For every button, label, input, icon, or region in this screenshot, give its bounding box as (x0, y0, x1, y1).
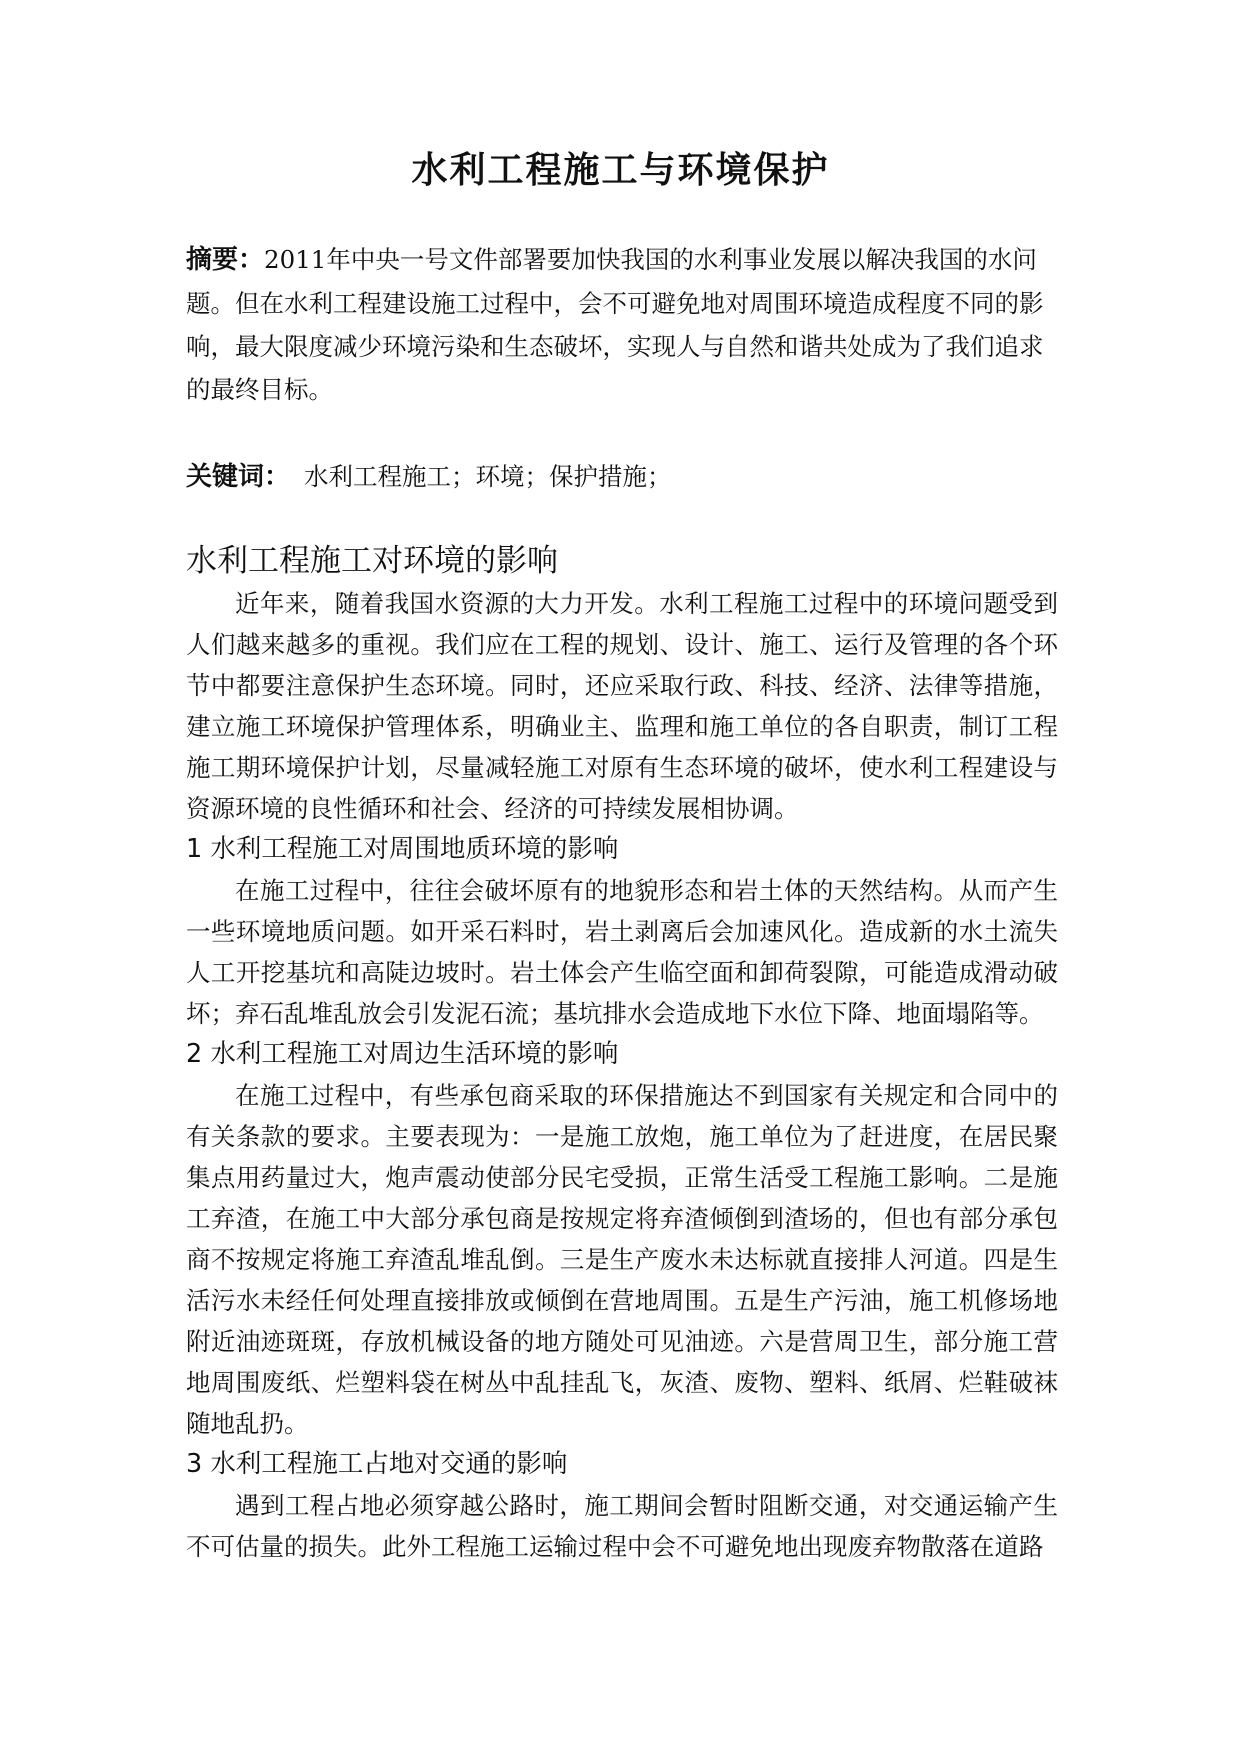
abstract-paragraph (186, 238, 1058, 411)
document-body (186, 238, 1058, 1567)
subsection-3-heading: 3 水利工程施工占地对交通的影响 (186, 1449, 568, 1479)
subsection-1-heading: 1 水利工程施工对周围地质环境的影响 (186, 834, 619, 864)
section-title: 水利工程施工对环境的影响 (186, 543, 558, 579)
document-title: 水利工程施工与环境保护 (411, 150, 830, 191)
keywords-line (186, 455, 1058, 499)
keywords-text: 水利工程施工；环境；保护措施； (304, 462, 672, 491)
keywords-label: 关键词： (186, 462, 291, 492)
subsection-2-paragraph: 在施工过程中，有些承包商采取的环保措施达不到国家有关规定和合同中的有关条款的要求。主要表现为：一是施工放炮，施工单位为了赶进度，在居民聚集点用药量过大，炮声震动使部分民宅受损，正常生活受工程施工影响。二是施工弃渣，在施工中大部分承包商是按规定将弃渣倾倒到渣场的，但也有部分承包商不按规定将施工弃渣乱堆乱倒。三是生产废水未达标就直接排人河道。四是生活污水未经任何处理直接排放或倾倒在营地周围。五是生产污油，施工机修场地附近油迹斑斑，存放机械设备的地方随处可见油迹。六是营周卫生，部分施工营地周围废纸、烂塑料袋在树丛中乱挂乱飞，灰渣、废物、塑料、纸屑、烂鞋破袜随地乱扔。 (186, 1081, 1058, 1438)
intro-paragraph: 近年来，随着我国水资源的大力开发。水利工程施工过程中的环境问题受到人们越来越多的重视。我们应在工程的规划、设计、施工、运行及管理的各个环节中都要注意保护生态环境。同时，还应采取行政、科技、经济、法律等措施，建立施工环境保护管理体系，明确业主、监理和施工单位的各自职责，制订工程施工期环境保护计划，尽量减轻施工对原有生态环境的破坏，使水利工程建设与资源环境的良性循环和社会、经济的可持续发展相协调。 (186, 589, 1058, 823)
abstract-text: 2011年中央一号文件部署要加快我国的水利事业发展以解决我国的水问题。但在水利工程建设施工过程中，会不可避免地对周围环境造成程度不同的影响，最大限度减少环境污染和生态破坏，实现人与自然和谐共处成为了我们追求的最终目标。 (186, 245, 1044, 404)
subsection-2-heading: 2 水利工程施工对周边生活环境的影响 (186, 1039, 619, 1069)
abstract-label: 摘要： (186, 245, 265, 275)
subsection-1-paragraph: 在施工过程中，往往会破坏原有的地貌形态和岩土体的天然结构。从而产生一些环境地质问题。如开采石料时，岩土剥离后会加速风化。造成新的水土流失人工开挖基坑和高陡边坡时。岩土体会产生临空面和卸荷裂隙，可能造成滑动破坏；弃石乱堆乱放会引发泥石流；基坑排水会造成地下水位下降、地面塌陷等。 (186, 876, 1058, 1028)
subsection-3-paragraph: 遇到工程占地必须穿越公路时，施工期间会暂时阻断交通，对交通运输产生不可估量的损失。此外工程施工运输过程中会不可避免地出现废弃物散落在道路 (186, 1491, 1058, 1561)
